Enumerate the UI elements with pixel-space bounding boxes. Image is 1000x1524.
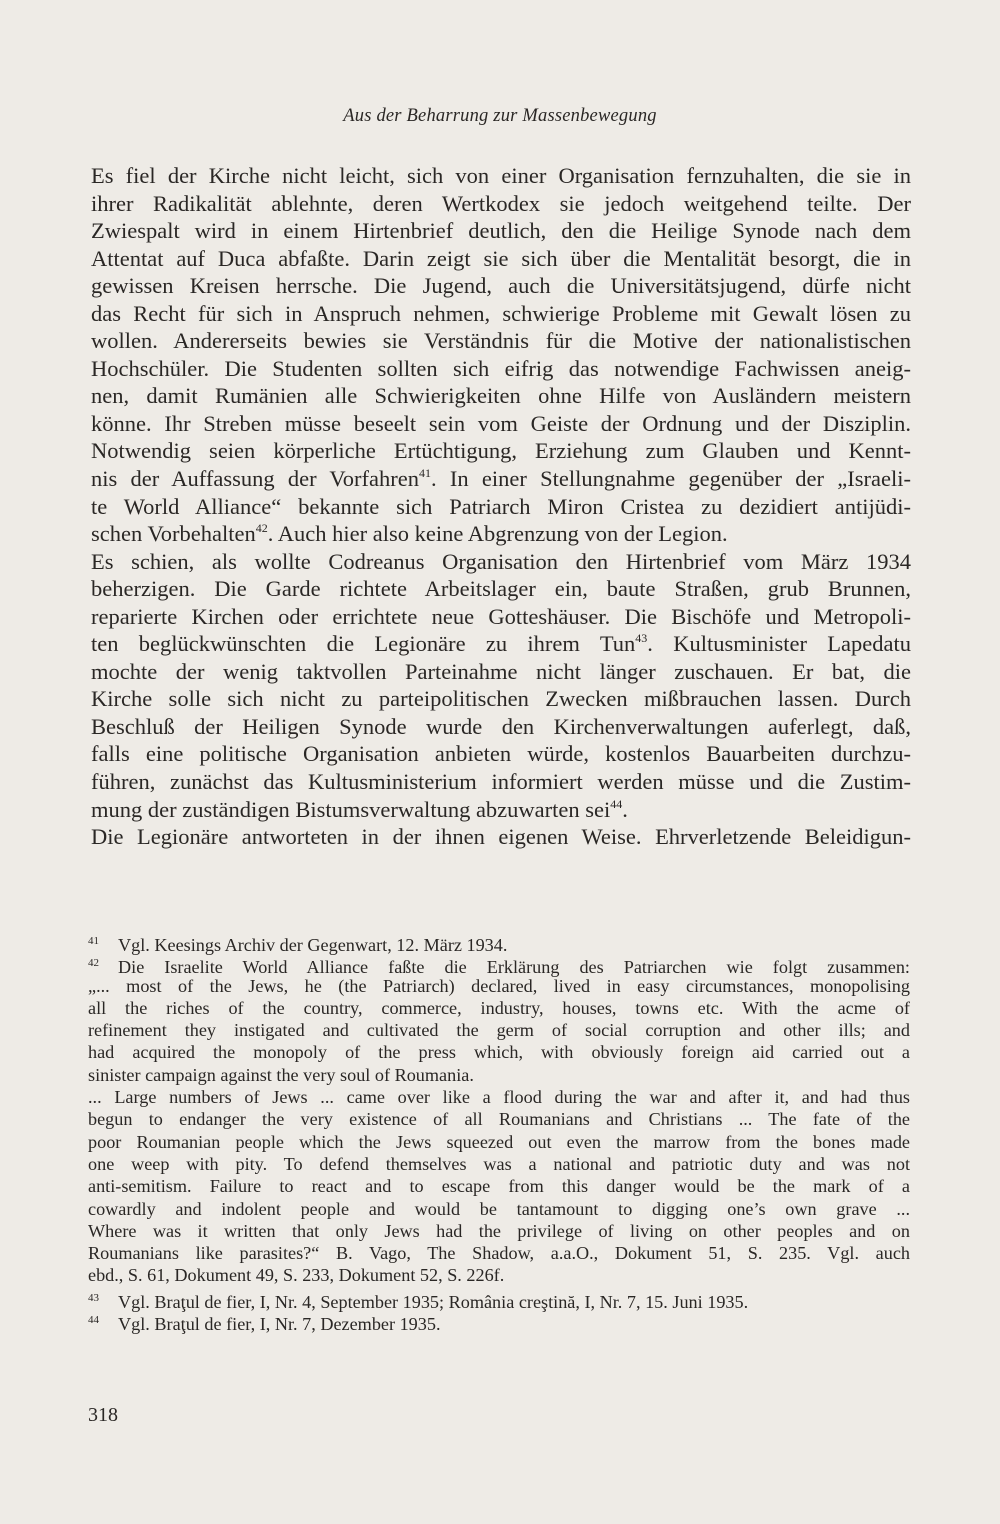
body-line-text: . Auch hier also keine Abgrenzung von der Legion. <box>267 521 728 547</box>
footnote-number: 41 <box>88 935 99 947</box>
body-line: Beschluß der Heiligen Synode wurde den Kirchenverwaltungen auferlegt, daß, <box>91 713 911 739</box>
body-line <box>91 520 911 548</box>
body-line-text: . <box>622 796 628 822</box>
footnote-text: Vgl. Keesings Archiv der Gegenwart, 12. März 1934. <box>118 935 508 955</box>
footnote-text: Die Israelite World Alliance faßte die Erklärung des Patriarchen wie folgt zusammen: <box>118 957 910 978</box>
body-line: Kirche solle sich nicht zu parteipolitischen Zwecken mißbrauchen lassen. Durch <box>91 686 911 712</box>
footnote-line: ebd., S. 61, Dokument 49, S. 233, Dokument 52, S. 226f. <box>88 1265 505 1286</box>
footnote-line: poor Roumanian people which the Jews squeezed out even the marrow from the bones made <box>88 1131 910 1152</box>
body-line: führen, zunächst das Kultusministerium informiert werden müsse und die Zustim- <box>91 769 911 795</box>
body-line: te World Alliance“ bekannte sich Patriarch Miron Cristea zu dezidiert antijüdi- <box>91 493 911 519</box>
footnote-number: 44 <box>88 1314 99 1327</box>
footnote-42 <box>88 952 910 978</box>
footnote-line: „... most of the Jews, he (the Patriarch) declared, lived in easy circumstances, monopolising <box>88 975 910 996</box>
footnote-line: anti-semitism. Failure to react and to escape from this danger would be the mark of a <box>88 1176 910 1197</box>
footnote-line: begun to endanger the very existence of all Roumanians and Christians ... The fate of the <box>88 1109 910 1130</box>
footnote-text: Vgl. Braţul de fier, I, Nr. 7, Dezember 1935. <box>118 1314 441 1335</box>
body-line-text: schen Vorbehalten <box>91 521 256 547</box>
body-line: das Recht für sich in Anspruch nehmen, schwierige Probleme mit Gewalt lösen zu <box>91 300 911 326</box>
running-head: Aus der Beharrung zur Massenbewegung <box>343 106 657 126</box>
footnote-number: 43 <box>88 1291 99 1304</box>
body-line: Zwiespalt wird in einem Hirtenbrief deutlich, den die Heilige Synode nach dem <box>91 218 911 244</box>
body-line: falls eine politische Organisation anbieten würde, kostenlos Bauarbeiten durchzu- <box>91 741 911 767</box>
body-line: Attentat auf Duca abfaßte. Darin zeigt sie sich über die Mentalität besorgt, die in <box>91 245 911 271</box>
body-line: ihrer Radikalität ablehnte, deren Wertkodex sie jedoch weitgehend teilte. Der <box>91 190 911 216</box>
footnote-line: one weep with pity. To defend themselves was a national and patriotic duty and was not <box>88 1153 910 1174</box>
footnote-44 <box>88 1309 910 1335</box>
body-line <box>91 796 911 824</box>
footnote-line: Roumanians like parasites?“ B. Vago, The Shadow, a.a.O., Dokument 51, S. 235. Vgl. auch <box>88 1243 910 1264</box>
body-line: Es fiel der Kirche nicht leicht, sich von einer Organisation fernzuhalten, die sie in <box>91 163 911 188</box>
footnote-line: all the riches of the country, commerce, industry, houses, towns etc. With the acme of <box>88 997 910 1018</box>
body-line: könne. Ihr Streben müsse beseelt sein vom Geiste der Ordnung und der Disziplin. <box>91 410 911 436</box>
body-line: Hochschüler. Die Studenten sollten sich eifrig das notwendige Fachwissen aneig- <box>91 355 911 381</box>
footnote-line: had acquired the monopoly of the press which, with obviously foreign aid carried out a <box>88 1042 910 1063</box>
body-line-text: . Kultusminister Lapedatu <box>647 631 911 657</box>
body-line: mochte der wenig taktvollen Parteinahme nicht länger zuschauen. Er bat, die <box>91 658 911 684</box>
page-number: 318 <box>88 1404 118 1426</box>
body-text <box>91 162 911 851</box>
body-line <box>91 630 911 658</box>
footnote-ref-42[interactable]: 42 <box>255 521 268 536</box>
footnote-ref-41[interactable]: 41 <box>418 466 431 481</box>
footnote-line: refinement they instigated and cultivated the germ of social corruption and other ills; and <box>88 1020 910 1041</box>
footnote-line: cowardly and indolent people and would be tantamount to digging one’s own grave ... <box>88 1198 910 1219</box>
body-line: wollen. Andererseits bewies sie Verständnis für die Motive der nationalistischen <box>91 328 911 354</box>
body-line: nen, damit Rumänien alle Schwierigkeiten ohne Hilfe von Ausländern meistern <box>91 383 911 409</box>
footnote-number: 42 <box>88 957 99 970</box>
body-line: gewissen Kreisen herrsche. Die Jugend, auch die Universitätsjugend, dürfe nicht <box>91 273 911 299</box>
footnote-41 <box>88 930 910 955</box>
body-line-text: mung der zuständigen Bistumsverwaltung abzuwarten sei <box>91 796 611 822</box>
body-line: Notwendig seien körperliche Ertüchtigung, Erziehung zum Glauben und Kennt- <box>91 438 911 464</box>
footnote-ref-43[interactable]: 43 <box>635 631 648 646</box>
footnote-line: Where was it written that only Jews had the privilege of living on other peoples and on <box>88 1220 910 1241</box>
footnote-ref-44[interactable]: 44 <box>610 796 623 811</box>
footnotes <box>88 930 910 1335</box>
body-line: Die Legionäre antworteten in der ihnen eigenen Weise. Ehrverletzende Beleidigun- <box>91 824 911 850</box>
body-line-text: nis der Auffassung der Vorfahren <box>91 466 419 492</box>
body-line-text: ten beglückwünschten die Legionäre zu ihrem Tun <box>91 631 636 657</box>
body-line: Es schien, als wollte Codreanus Organisation den Hirtenbrief vom März 1934 <box>91 548 911 574</box>
footnote-line: ... Large numbers of Jews ... came over like a flood during the war and after it, and had thus <box>88 1087 910 1108</box>
body-line: beherzigen. Die Garde richtete Arbeitslager ein, baute Straßen, grub Brunnen, <box>91 576 911 602</box>
body-line-text: . In einer Stellungnahme gegenüber der „Israeli- <box>430 466 911 492</box>
footnote-43 <box>88 1287 910 1312</box>
footnote-text: Vgl. Braţul de fier, I, Nr. 4, September 1935; România creştină, I, Nr. 7, 15. Juni 1935. <box>118 1291 749 1312</box>
body-line: reparierte Kirchen oder errichtete neue Gotteshäuser. Die Bischöfe und Metropoli- <box>91 603 911 629</box>
footnote-line: sinister campaign against the very soul of Roumania. <box>88 1064 474 1085</box>
body-line <box>91 465 911 493</box>
